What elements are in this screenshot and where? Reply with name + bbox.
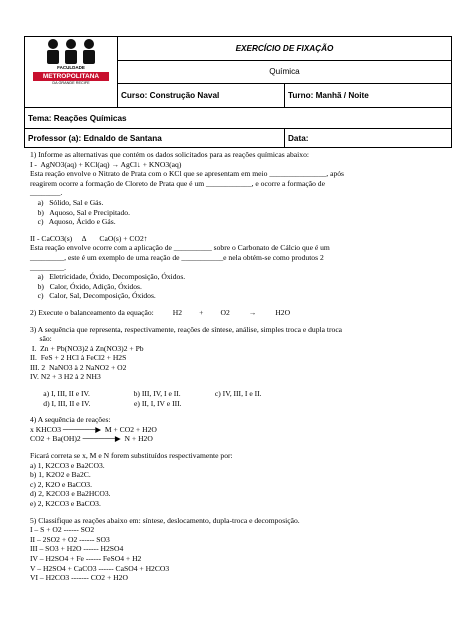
text-line: a) I, III, II e IV. b) III, IV, I e II. c) IV, III, I e II. [30,389,262,399]
text-line: e) 2, K2CO3 e BaCO3. [30,499,101,508]
text-line: d) I, III, II e IV. e) II, I, IV e III. [30,398,182,408]
text-line: V – H2SO4 + CaCO3 ------ CaSO4 + H2CO3 [30,563,170,573]
exercise-body [30,150,450,583]
curso-field: Curso: Construção Naval [118,84,285,108]
text-line: 3) A sequência que representa, respectivamente, reações de síntese, análise, simples troca e dupla troca [30,324,343,334]
logo-sub: DA GRANDE RECIFE [52,81,90,85]
text-line: _________. [30,262,67,272]
header-table [24,36,452,148]
data-field: Data: [285,129,452,148]
text-line: d) 2, K2CO3 e Ba2HCO3. [30,489,111,499]
text-line: II. FeS + 2 HCl à FeCl2 + H2S [30,353,127,363]
text-line: b) 1, K2O2 e Ba2C. [30,470,91,480]
blank-line [30,227,450,234]
logo [25,37,118,108]
blank-line [30,318,450,325]
text-line: IV. N2 + 3 H2 à 2 NH3 [30,372,101,382]
text-line: c) Aquoso, Ácido e Gás. [30,217,116,227]
text-line: ________. [30,188,63,198]
professor-field: Professor (a): Ednaldo de Santana [25,129,285,148]
text-line: VI – H2CO3 ------- CO2 + H2O [30,573,128,583]
text-line: 5) Classifique as reações abaixo em: síntese, deslocamento, dupla-troca e decomposição. [30,515,300,525]
text-line: 2) Execute o balanceamento da equação: H2 + O2 → H2O [30,307,291,317]
logo-name: METROPOLITANA [42,73,100,80]
text-line: c) Calor, Sal, Decomposição, Óxidos. [30,291,156,301]
text-line: Esta reação envolve o Nitrato de Prata com o KCl que se apresentam em meio _______________, após [30,169,344,179]
text-line: a) Sólido, Sal e Gás. [30,197,104,207]
text-line: I – S + O2 ------ SO2 [30,525,95,535]
blank-line [30,509,450,516]
text-line: CO2 + Ba(OH)2 ──────▶ N + H2O [30,434,153,444]
text-line: b) Aquoso, Sal e Precipitado. [30,207,130,217]
text-line: a) Eletricidade, Óxido, Decomposição, Óxidos. [30,272,186,282]
text-line: I. Zn + Pb(NO3)2 à Zn(NO3)2 + Pb [30,343,144,353]
tema-field: Tema: Reações Químicas [25,108,452,129]
doc-title: EXERCÍCIO DE FIXAÇÃO [118,37,452,61]
doc-subject: Química [118,60,452,84]
text-line: I - AgNO3(aq) + KCl(aq) → AgCl↓ + KNO3(aq) [30,159,182,169]
text-line: Esta reação envolve ocorre com a aplicação de __________ sobre o Carbonato de Cálcio que é um [30,243,330,253]
text-line: III. 2 NaNO3 à 2 NaNO2 + O2 [30,362,127,372]
text-line: b) Calor, Óxido, Adição, Óxidos. [30,281,142,291]
text-line: _________, este é um exemplo de uma reação de ___________e nela obtém-se como produtos 2 [30,252,324,262]
text-line: II – 2SO2 + O2 ------ SO3 [30,534,110,544]
text-line: reagirem ocorre a formação de Cloreto de Prata que é um ____________, e ocorre a formação de [30,178,325,188]
text-line: x KHCO3 ──────▶ M + CO2 + H2O [30,424,157,434]
text-line: Ficará correta se x, M e N forem substituídos respectivamente por: [30,451,233,461]
text-line: são: [30,334,52,344]
logo-top-text: FACULDADE [57,65,85,70]
text-line: III – SO3 + H2O ------ H2SO4 [30,544,124,554]
text-line: IV – H2SO4 + Fe ------ FeSO4 + H2 [30,553,142,563]
text-line: a) 1, K2CO3 e Ba2CO3. [30,460,105,470]
text-line: c) 2, K2O e BaCO3. [30,479,93,489]
blank-line [30,301,450,308]
turno-field: Turno: Manhã / Noite [285,84,452,108]
text-line: II - CaCO3(s) Δ CaO(s) + CO2↑ [30,233,148,243]
blank-line [30,408,450,415]
blank-line [30,382,450,389]
text-line: 1) Informe as alternativas que contém os dados solicitados para as reações químicas abaixo: [30,150,309,159]
blank-line [30,444,450,451]
text-line: 4) A sequência de reações: [30,415,111,425]
